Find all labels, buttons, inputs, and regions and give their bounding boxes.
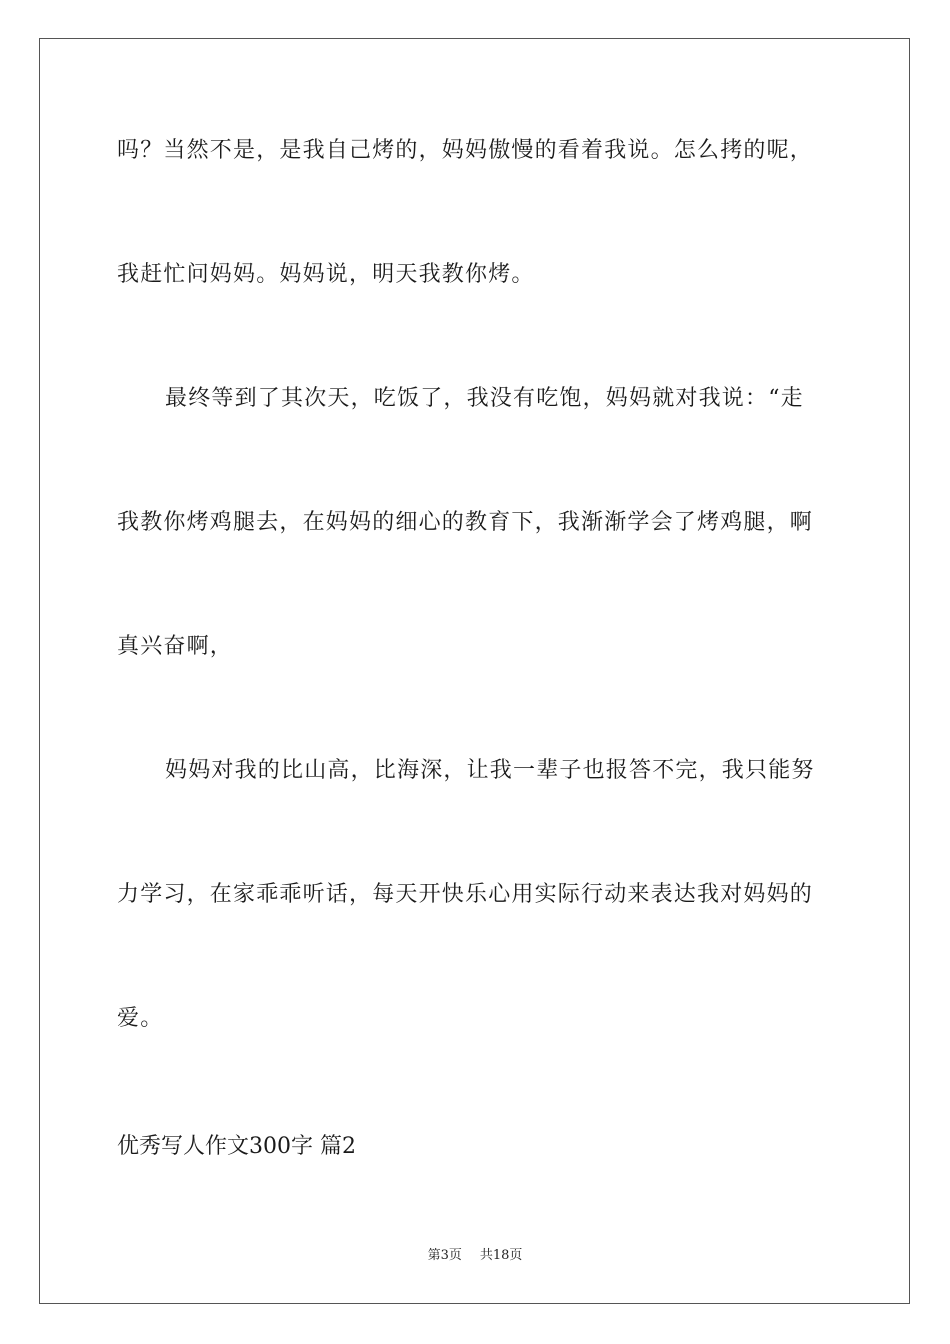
paragraph-line: 力学习，在家乖乖听话，每天开快乐心用实际行动来表达我对妈妈的 [117,882,814,907]
paragraph-line: 我赶忙问妈妈。妈妈说，明天我教你烤。 [117,262,535,287]
page-footer [0,1247,950,1265]
page-frame [39,38,910,1304]
paragraph-line: 爱。 [117,1006,164,1031]
total-pages: 共18页 [479,1248,523,1263]
paragraph-line: 吗？当然不是，是我自己烤的，妈妈傲慢的看着我说。怎么拷的呢， [117,138,814,163]
section-heading: 优秀写人作文300字 篇2 [117,1134,356,1159]
page-number: 第3页 [427,1248,462,1263]
paragraph-line: 最终等到了其次天，吃饭了，我没有吃饱，妈妈就对我说：“走 [165,386,804,411]
paragraph-line: 妈妈对我的比山高，比海深，让我一辈子也报答不完，我只能努 [165,758,815,783]
paragraph-line: 真兴奋啊， [117,634,234,659]
paragraph-line: 我教你烤鸡腿去，在妈妈的细心的教育下，我渐渐学会了烤鸡腿，啊 [117,510,814,535]
